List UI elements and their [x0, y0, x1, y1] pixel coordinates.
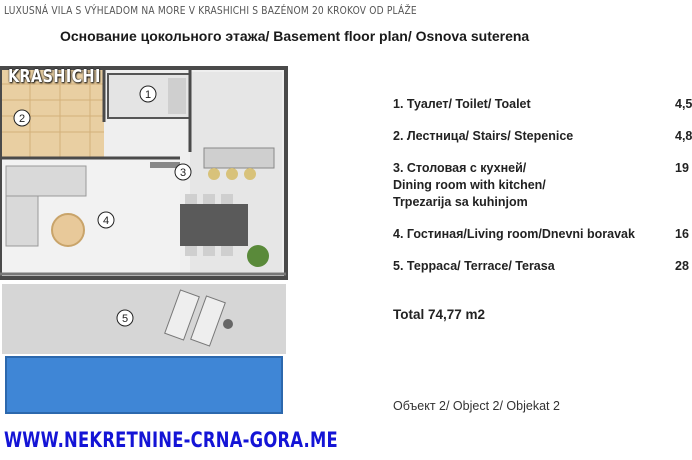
legend-item-dining — [393, 160, 688, 226]
legend-item-label: 5. Терраса/ Terrace/ Terasa — [393, 259, 555, 273]
room-marker-1-text: 1 — [144, 89, 152, 101]
room-legend — [393, 96, 692, 290]
plant-icon — [247, 245, 269, 267]
legend-item-terrace — [393, 258, 688, 290]
website-link[interactable]: WWW.NEKRETNINE-CRNA-GORA.ME — [4, 428, 338, 452]
object-label: Объект 2/ Object 2/ Objekat 2 — [393, 399, 560, 413]
living-room — [0, 158, 180, 273]
listing-caption: LUXUSNÁ VILA S VÝHĽADOM NA MORE V KRASHICHI S BAZÉNOM 20 KROKOV OD PLÁŽE — [4, 4, 417, 17]
legend-item-label — [393, 160, 546, 211]
room-marker-4-text: 4 — [102, 215, 110, 227]
legend-item-label: 4. Гостиная/Living room/Dnevni boravak — [393, 227, 635, 241]
legend-item-toilet — [393, 96, 692, 128]
plan-title: Основание цокольного этажа/ Basement floor plan/ Osnova suterena — [60, 28, 530, 44]
legend-item-stairs — [393, 128, 692, 160]
legend-item-area: 4,8 — [675, 129, 692, 143]
room-marker-5-text: 5 — [121, 313, 129, 325]
legend-item-living — [393, 226, 688, 258]
floor-plan-drawing — [0, 62, 300, 417]
legend-item-label: 1. Туалет/ Toilet/ Toalet — [393, 97, 531, 111]
legend-item-area: 28 — [675, 259, 689, 273]
legend-line: Dining room with kitchen/ — [393, 178, 546, 192]
legend-line: Trpezarija sa kuhinjom — [393, 195, 528, 209]
terrace — [2, 284, 286, 354]
legend-item-label: 2. Лестница/ Stairs/ Stepenice — [393, 129, 574, 143]
room-marker-2-text: 2 — [18, 113, 26, 125]
legend-item-area: 4,5 — [675, 97, 692, 111]
pool — [6, 357, 282, 413]
legend-item-area: 19 — [675, 161, 689, 175]
total-area: Total 74,77 m2 — [393, 307, 486, 322]
room-marker-3-text: 3 — [179, 167, 187, 179]
brand-logo: KRASHICHI — [8, 66, 101, 87]
legend-line: 3. Столовая с кухней/ — [393, 161, 527, 175]
legend-item-area: 16 — [675, 227, 689, 241]
floor-plan — [0, 62, 300, 417]
